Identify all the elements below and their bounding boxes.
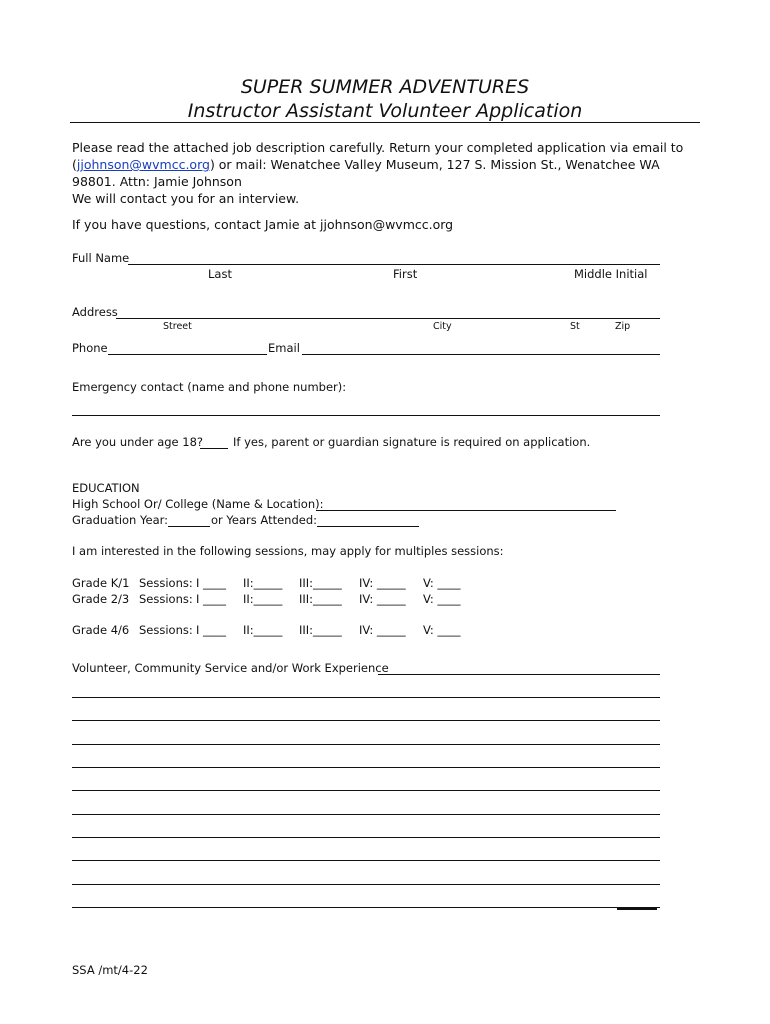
intro-line-2: (jjohnson@wvmcc.org) or mail: Wenatchee Valley Museum, 127 S. Mission St., Wenatchee WA <box>72 157 660 172</box>
experience-line[interactable] <box>72 744 660 745</box>
questions-contact: If you have questions, contact Jamie at jjohnson@wvmcc.org <box>72 217 454 232</box>
sessions-intro: I am interested in the following sessions, may apply for multiples sessions: <box>72 544 504 558</box>
school-field[interactable] <box>316 510 616 511</box>
header-divider <box>70 122 700 123</box>
sessions-label: Sessions: <box>139 592 193 606</box>
years-attended-field[interactable] <box>317 526 419 527</box>
session-4-field[interactable]: IV: _____ <box>359 576 406 590</box>
graduation-year-label: Graduation Year: <box>72 513 169 527</box>
session-2-field[interactable]: II:_____ <box>243 592 283 606</box>
session-5-field[interactable]: V: ____ <box>423 576 461 590</box>
session-5-field[interactable]: V: ____ <box>423 592 461 606</box>
email-label: Email <box>268 341 300 355</box>
experience-field[interactable] <box>378 674 660 675</box>
intro-line-4: We will contact you for an interview. <box>72 191 300 206</box>
address-field[interactable] <box>116 318 660 319</box>
session-3-field[interactable]: III:_____ <box>299 592 342 606</box>
grade-label: Grade 2/3 <box>72 592 130 606</box>
emergency-contact-field[interactable] <box>72 415 660 416</box>
experience-line[interactable] <box>72 790 660 791</box>
emergency-contact-label: Emergency contact (name and phone number): <box>72 380 347 394</box>
grade-label: Grade 4/6 <box>72 623 130 637</box>
session-3-field[interactable]: III:_____ <box>299 623 342 637</box>
experience-line[interactable] <box>72 720 660 721</box>
experience-label: Volunteer, Community Service and/or Work Experience <box>72 661 389 675</box>
session-4-field[interactable]: IV: _____ <box>359 592 406 606</box>
experience-line[interactable] <box>72 837 660 838</box>
years-attended-label: or Years Attended: <box>211 513 318 527</box>
last-name-caption: Last <box>208 267 232 281</box>
phone-label: Phone <box>72 341 108 355</box>
experience-line[interactable] <box>72 860 660 861</box>
experience-line[interactable] <box>72 697 660 698</box>
experience-line[interactable] <box>72 907 660 908</box>
experience-line[interactable] <box>72 814 660 815</box>
address-label: Address <box>72 305 118 319</box>
intro-line-1: Please read the attached job description carefully. Return your completed application via email to <box>72 140 684 155</box>
full-name-field[interactable] <box>128 264 660 265</box>
session-3-field[interactable]: III:_____ <box>299 576 342 590</box>
footer-code: SSA /mt/4-22 <box>72 963 148 977</box>
first-name-caption: First <box>393 267 418 281</box>
session-2-field[interactable]: II:_____ <box>243 576 283 590</box>
form-subtitle: Instructor Assistant Volunteer Application <box>187 100 583 122</box>
session-2-field[interactable]: II:_____ <box>243 623 283 637</box>
session-4-field[interactable]: IV: _____ <box>359 623 406 637</box>
experience-line[interactable] <box>72 767 660 768</box>
session-1-field[interactable]: I ____ <box>196 623 227 637</box>
session-1-field[interactable]: I ____ <box>196 592 227 606</box>
zip-caption: Zip <box>615 321 631 332</box>
phone-field[interactable] <box>108 354 267 355</box>
age-note: If yes, parent or guardian signature is required on application. <box>233 435 591 449</box>
email-field[interactable] <box>302 354 660 355</box>
city-caption: City <box>433 321 452 332</box>
session-5-field[interactable]: V: ____ <box>423 623 461 637</box>
experience-line-end-mark <box>617 908 657 910</box>
full-name-label: Full Name <box>72 251 130 265</box>
graduation-year-field[interactable] <box>168 526 210 527</box>
age-question: Are you under age 18? <box>72 435 204 449</box>
state-caption: St <box>570 321 580 332</box>
sessions-label: Sessions: <box>139 576 193 590</box>
street-caption: Street <box>163 321 192 332</box>
middle-initial-caption: Middle Initial <box>574 267 648 281</box>
form-title: SUPER SUMMER ADVENTURES <box>240 76 530 98</box>
experience-line[interactable] <box>72 884 660 885</box>
intro-line-3: 98801. Attn: Jamie Johnson <box>72 174 242 189</box>
education-heading: EDUCATION <box>72 481 140 495</box>
session-1-field[interactable]: I ____ <box>196 576 227 590</box>
email-link[interactable]: jjohnson@wvmcc.org <box>76 157 210 172</box>
school-label: High School Or/ College (Name & Location): <box>72 497 324 511</box>
age-field[interactable] <box>200 448 228 449</box>
grade-label: Grade K/1 <box>72 576 130 590</box>
sessions-label: Sessions: <box>139 623 193 637</box>
